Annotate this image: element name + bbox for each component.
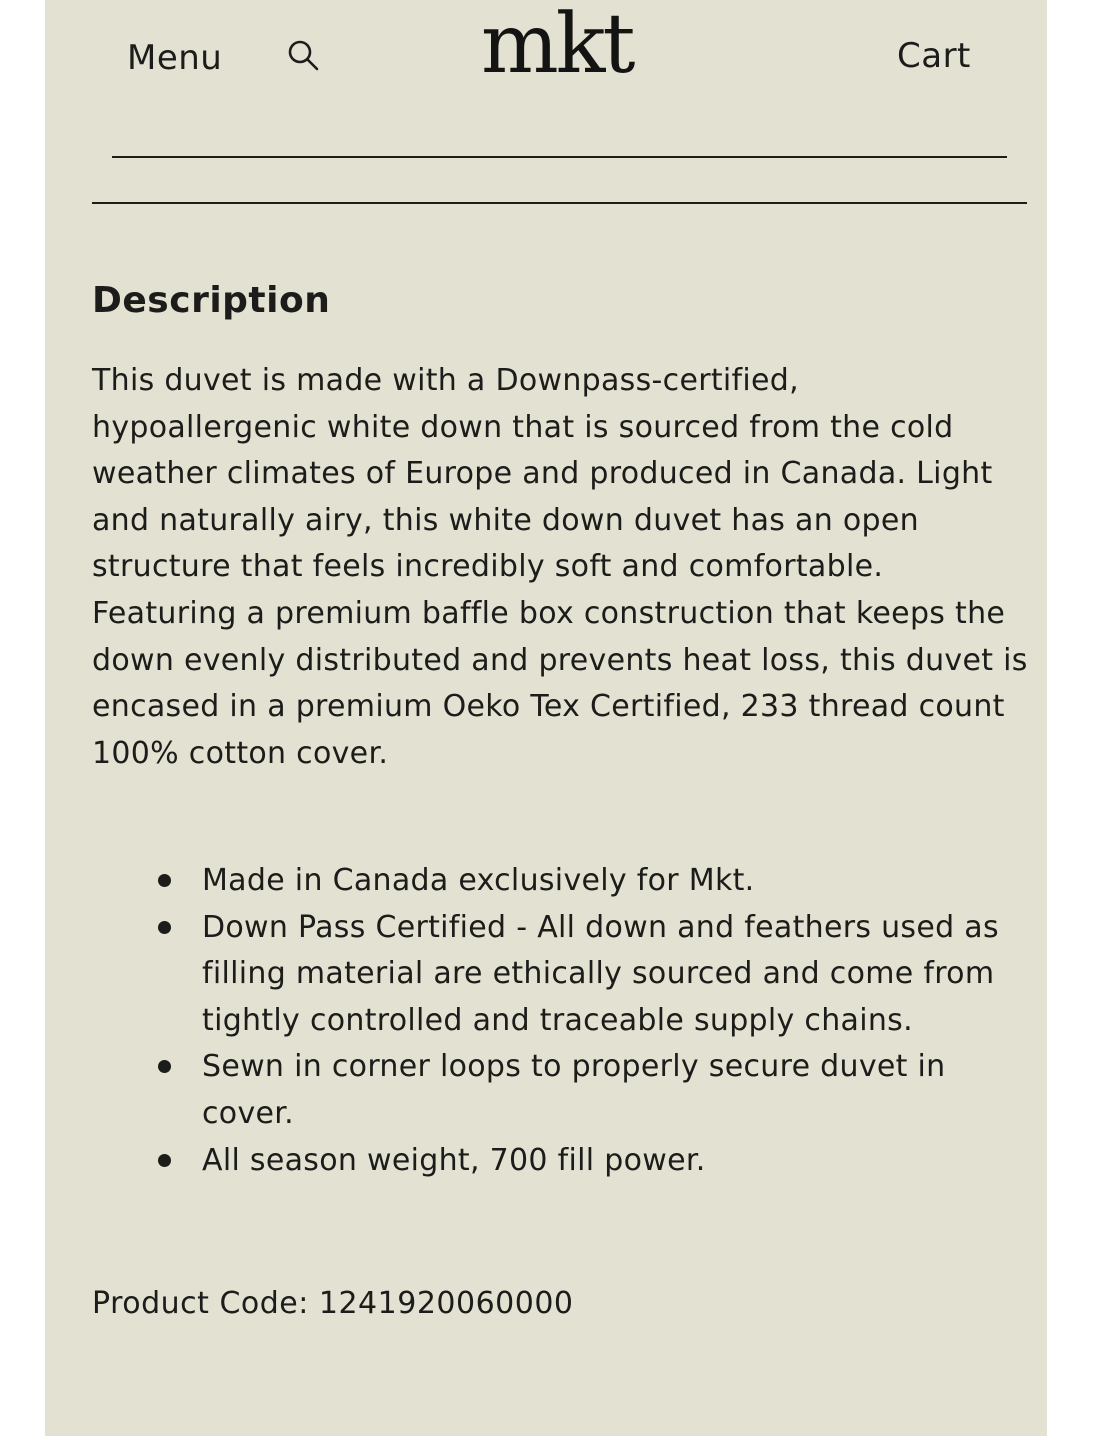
list-item	[92, 1044, 1032, 1137]
bullet-icon	[158, 1060, 171, 1073]
bullet-icon	[158, 921, 171, 934]
feature-text: Down Pass Certified - All down and feathers used as filling material are ethically sourced and come from tightly controlled and traceable supply chains.	[202, 909, 999, 1038]
bullet-icon	[158, 1154, 171, 1167]
section-divider	[92, 202, 1027, 204]
search-icon-glyph	[285, 38, 321, 74]
description-heading: Description	[92, 280, 331, 321]
search-icon[interactable]	[285, 38, 321, 74]
feature-list	[92, 858, 1032, 1184]
product-page	[45, 0, 1047, 1436]
list-item	[92, 1138, 1032, 1185]
menu-button[interactable]: Menu	[127, 38, 223, 78]
site-logo[interactable]: mkt	[481, 0, 633, 92]
site-header	[45, 0, 1047, 120]
product-code: Product Code: 1241920060000	[92, 1286, 574, 1321]
feature-text: All season weight, 700 fill power.	[202, 1142, 706, 1178]
bullet-icon	[158, 874, 171, 887]
list-item	[92, 905, 1032, 1045]
description-text: This duvet is made with a Downpass-certified, hypoallergenic white down that is sourced from the cold weather climates of Europe and produced in Canada. Light and naturally airy, this white down duvet has an open structure that feels incredibly soft and comfortable. Featuring a premium baffle box construction that keeps the down evenly distributed and prevents heat loss, this duvet is encased in a premium Oeko Tex Certified, 233 thread count 100% cotton cover.	[92, 363, 1028, 771]
cart-button[interactable]: Cart	[897, 36, 971, 76]
feature-text: Made in Canada exclusively for Mkt.	[202, 863, 755, 898]
list-item	[92, 858, 1032, 905]
header-divider	[112, 156, 1007, 158]
feature-text: Sewn in corner loops to properly secure duvet in cover.	[202, 1049, 946, 1131]
